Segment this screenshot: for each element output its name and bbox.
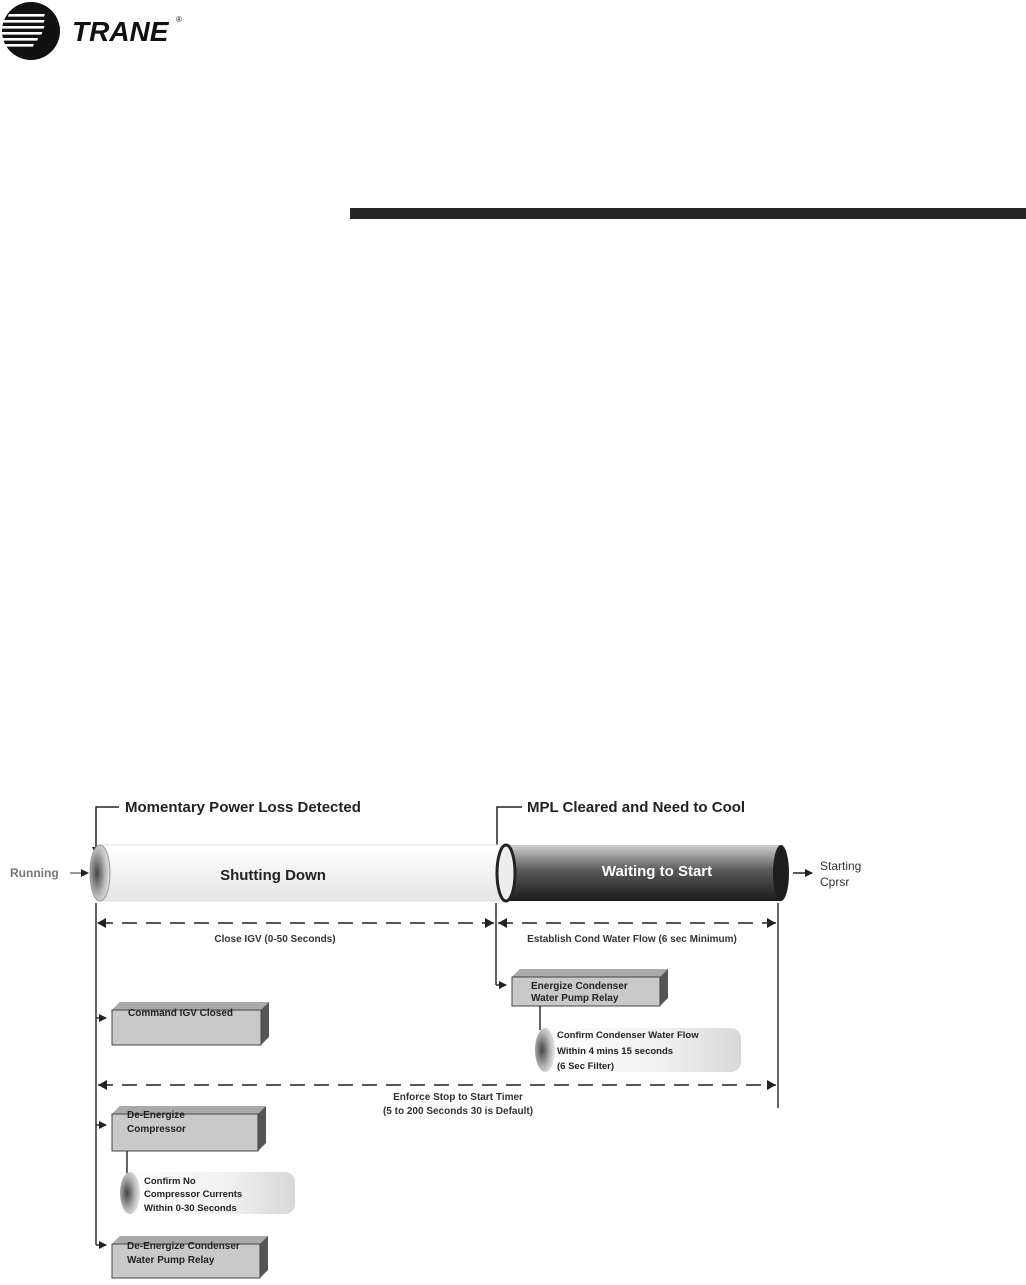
command-igv-closed-label: Command IGV Closed bbox=[128, 1008, 234, 1019]
section-divider bbox=[350, 208, 1026, 219]
deenergize-compressor-step bbox=[96, 1106, 266, 1151]
confirm-no-currents-step bbox=[120, 1151, 295, 1214]
no-currents-label-line1: Confirm No bbox=[144, 1176, 196, 1187]
waiting-to-start-label: Waiting to Start bbox=[601, 863, 713, 880]
establish-flow-timer bbox=[498, 918, 776, 945]
water-flow-label-line3: (6 Sec Filter) bbox=[557, 1061, 615, 1072]
starting-label-line1: Starting bbox=[820, 859, 862, 873]
energize-pump-label-line2: Water Pump Relay bbox=[531, 993, 619, 1004]
power-loss-event-label: Momentary Power Loss Detected bbox=[125, 799, 361, 816]
brand-wordmark: TRANE bbox=[72, 16, 169, 47]
starting-label-line2: Cprsr bbox=[820, 875, 850, 889]
command-igv-closed-step bbox=[96, 1002, 269, 1045]
no-currents-label-line2: Compressor Currents bbox=[144, 1189, 243, 1200]
deenergize-pump-label-line1: De-Energize Condenser bbox=[127, 1241, 240, 1252]
deenergize-compressor-label-line2: Compressor bbox=[127, 1124, 186, 1135]
confirm-water-flow-step bbox=[535, 1006, 741, 1072]
stop-to-start-label-line2: (5 to 200 Seconds 30 is Default) bbox=[382, 1106, 534, 1117]
waiting-to-start-state bbox=[497, 845, 789, 901]
stop-to-start-label-line1: Enforce Stop to Start Timer bbox=[393, 1092, 523, 1103]
trane-logo bbox=[0, 0, 200, 62]
power-loss-sequence-diagram bbox=[0, 770, 1026, 1285]
establish-flow-timer-label: Establish Cond Water Flow (6 sec Minimum) bbox=[527, 934, 737, 945]
shutting-down-state bbox=[90, 845, 500, 901]
registered-mark: ® bbox=[176, 15, 182, 24]
deenergize-pump-label-line2: Water Pump Relay bbox=[127, 1255, 215, 1266]
energize-pump-label-line1: Energize Condenser bbox=[531, 981, 628, 992]
running-state-label: Running bbox=[10, 866, 59, 880]
close-igv-timer bbox=[97, 918, 494, 945]
shutting-down-label: Shutting Down bbox=[220, 867, 326, 884]
energize-pump-relay-step bbox=[496, 969, 668, 1006]
no-currents-label-line3: Within 0-30 Seconds bbox=[144, 1203, 237, 1214]
water-flow-label-line2: Within 4 mins 15 seconds bbox=[557, 1046, 674, 1057]
deenergize-pump-relay-step bbox=[96, 1236, 268, 1278]
deenergize-compressor-label-line1: De-Energize bbox=[127, 1110, 185, 1121]
water-flow-label-line1: Confirm Condenser Water Flow bbox=[557, 1030, 699, 1041]
mpl-cleared-event-label: MPL Cleared and Need to Cool bbox=[527, 799, 746, 816]
close-igv-timer-label: Close IGV (0-50 Seconds) bbox=[214, 934, 336, 945]
